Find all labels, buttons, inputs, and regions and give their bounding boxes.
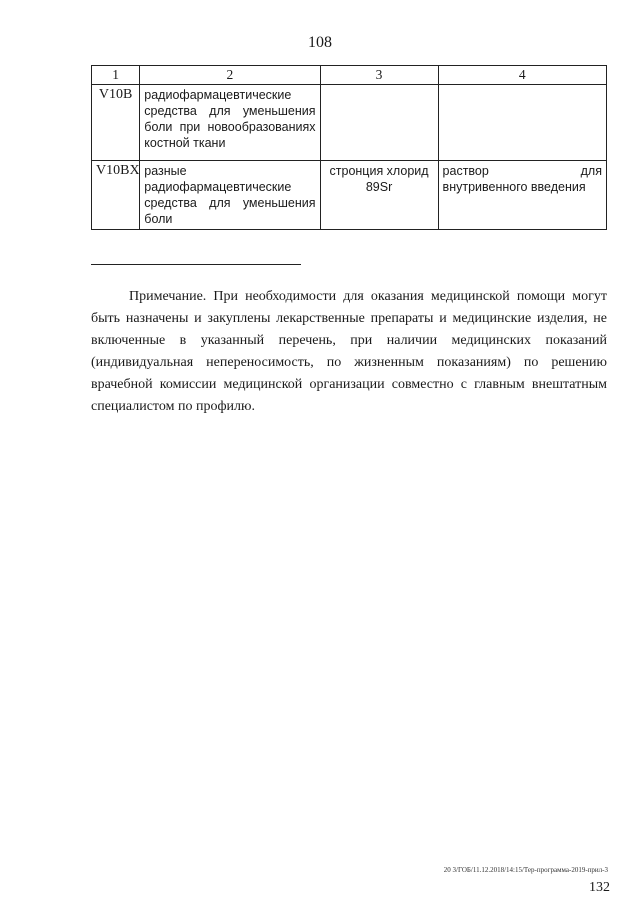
dosage-form-cell: раствор для внутривенного введения [438,161,606,230]
table-header-cell: 2 [140,66,320,85]
table-header-row [92,66,607,85]
atc-code-cell: V10BX [92,161,140,230]
table-header-cell: 1 [92,66,140,85]
drug-name-cell: стронция хлорид 89Sr [320,161,438,230]
description-cell: радиофармацевтические средства для уменьшения боли при новообразованиях костной ткани [140,85,320,161]
drug-name-cell [320,85,438,161]
drug-list-table [91,65,607,230]
footer-document-stamp: 20 3/ГОБ/11.12.2018/14:15/Тер-программа-2019-прил-3 [443,866,608,874]
table-header-cell: 3 [320,66,438,85]
atc-code-cell: V10B [92,85,140,161]
page-number-bottom: 132 [589,880,610,895]
table-row [92,161,607,230]
footnote-divider [91,264,301,265]
table-header-cell: 4 [438,66,606,85]
dosage-form-cell [438,85,606,161]
table-row [92,85,607,161]
description-cell: разные радиофармацевтические средства для уменьшения боли [140,161,320,230]
page-number-top: 108 [308,34,332,51]
note-paragraph: Примечание. При необходимости для оказания медицинской помощи могут быть назначены и закуплены лекарственные препараты и медицинские изделия, не включенные в указанный перечень, при наличии медицинских показаний (индивидуальная непереносимость, по жизненным показаниям) по решению врачебной комиссии медицинской организации совместно с главным внештатным специалистом по профилю. [91,289,607,414]
